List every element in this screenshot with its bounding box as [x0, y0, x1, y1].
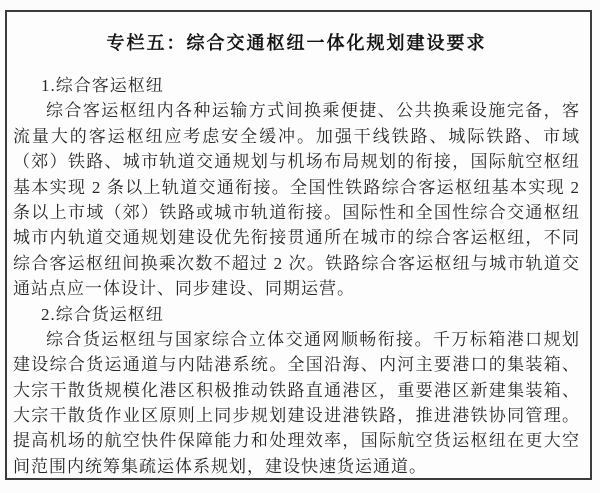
section-1-heading: 1.综合客运枢纽 — [41, 76, 164, 95]
text-line: 综合客运枢纽内各种运输方式间换乘便捷、公共换乘设施完备，客 — [46, 101, 580, 121]
text-line: 大宗干散货规模化港区积极推动铁路直通港区，重要港区新建集装箱、 — [13, 380, 580, 400]
text-line: 大宗干散货作业区原则上同步规划建设进港铁路，推进港铁协同管理。 — [13, 406, 580, 426]
text-line: 间范围内统筹集疏运体系规划，建设快速货运通道。 — [13, 456, 427, 476]
text-line: 综合货运枢纽与国家综合立体交通网顺畅衔接。千万标箱港口规划 — [46, 329, 580, 349]
section-2-heading: 2.综合货运枢纽 — [41, 304, 164, 324]
text-line: 城市内轨道交通规划建设优先衔接贯通所在城市的综合客运枢纽，不同 — [13, 228, 580, 248]
panel-title: 专栏五：综合交通枢纽一体化规划建设要求 — [106, 33, 487, 53]
text-line: 综合客运枢纽间换乘次数不超过 2 次。铁路综合客运枢纽与城市轨道交 — [13, 253, 580, 273]
panel-box — [5, 10, 592, 480]
text-line: 基本实现 2 条以上轨道交通衔接。全国性铁路综合客运枢纽基本实现 2 — [13, 177, 580, 197]
text-line: （郊）铁路、城市轨道交通规划与机场布局规划的衔接，国际航空枢纽 — [13, 152, 580, 172]
text-line: 通站点应一体设计、同步建设、同期运营。 — [13, 279, 355, 299]
panel-body — [13, 73, 580, 479]
text-line: 建设综合货运通道与内陆港系统。全国沿海、内河主要港口的集装箱、 — [13, 355, 580, 375]
text-line: 流量大的客运枢纽应考虑安全缓冲。加强干线铁路、城际铁路、市域 — [13, 126, 580, 146]
text-line: 提高机场的航空快件保障能力和处理效率，国际航空货运枢纽在更大空 — [13, 431, 580, 451]
text-line: 条以上市域（郊）铁路或城市轨道衔接。国际性和全国性综合交通枢纽 — [13, 202, 580, 222]
